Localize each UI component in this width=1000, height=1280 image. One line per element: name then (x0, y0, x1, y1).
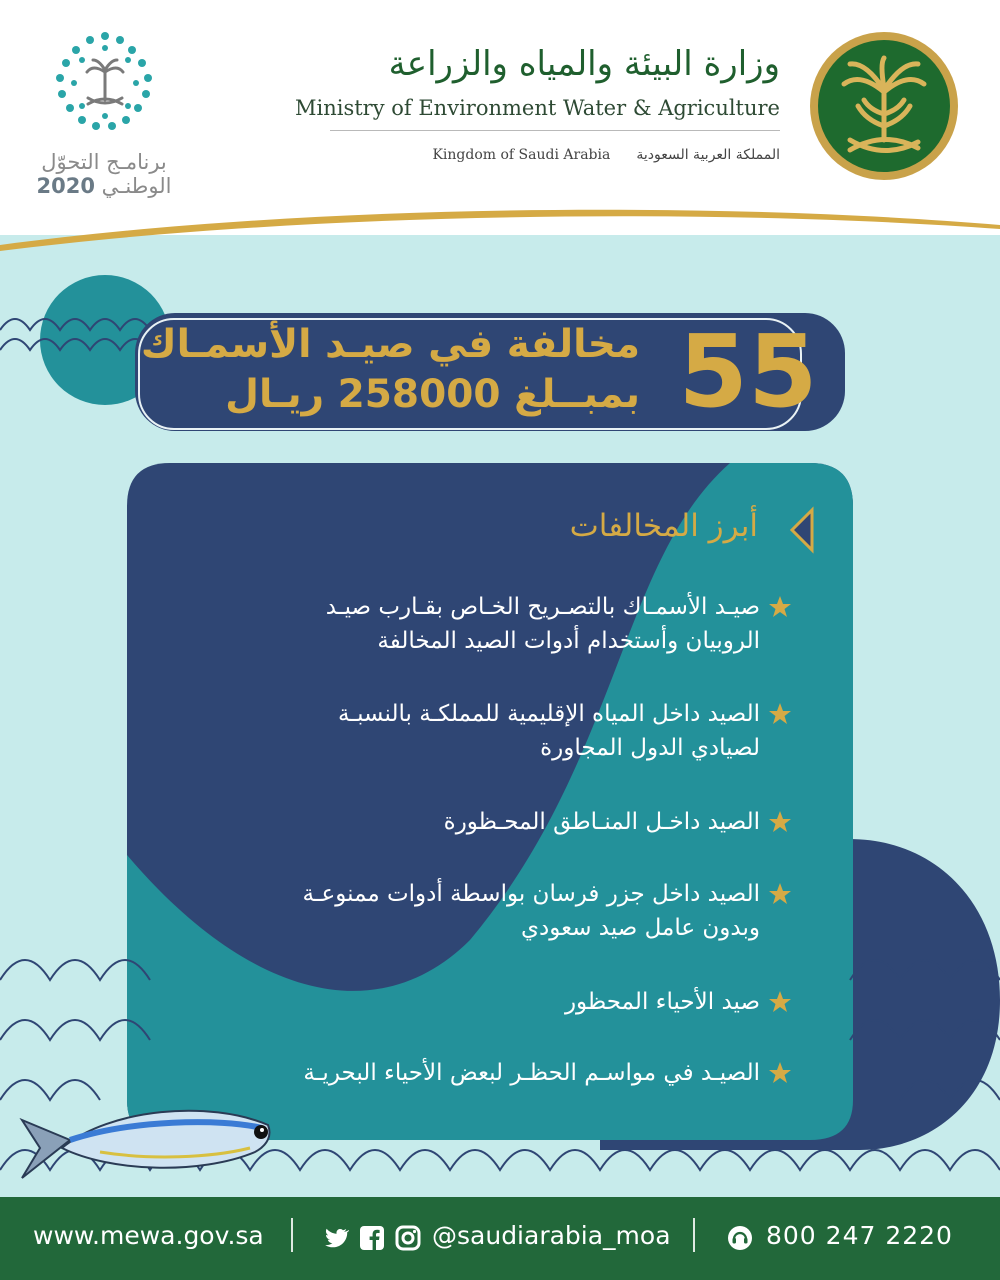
star-bullet-icon (768, 595, 792, 619)
ministry-name-ar: وزارة البيئة والمياه والزراعة (388, 44, 780, 84)
violation-item-5 (160, 985, 760, 1019)
footer-divider (693, 1218, 695, 1252)
ministry-name-en: Ministry of Environment Water & Agriculture (295, 96, 780, 120)
star-bullet-icon (768, 882, 792, 906)
fish-icon (22, 1111, 269, 1178)
violation-item-1-line2: الروبيان وأستخدام أدوات الصيد المخالفة (377, 628, 760, 654)
social-handle-link[interactable]: @saudiarabia_moa (432, 1221, 671, 1250)
violations-count: 55 (678, 313, 818, 430)
currency: ريـال (225, 372, 325, 417)
facebook-icon[interactable] (359, 1225, 385, 1251)
phone-headset-icon (727, 1225, 753, 1251)
star-bullet-icon (768, 702, 792, 726)
vision-line2: الوطنـي (101, 174, 172, 198)
ministry-emblem-icon (808, 30, 960, 182)
violation-item-2-line2: لصيادي الدول المجاورة (540, 735, 760, 761)
vision-year: 2020 (36, 174, 95, 198)
violation-item-4-line2: وبدون عامل صيد سعودي (520, 915, 760, 941)
violation-item-6-line1: الصيـد في مواسـم الحظـر لبعض الأحياء البحريـة (303, 1060, 760, 1086)
kingdom-row (330, 144, 780, 166)
violation-item-5-line1: صيد الأحياء المحظور (564, 989, 760, 1015)
vision-line1: برنامـج التحوّل (41, 150, 167, 174)
twitter-icon[interactable] (323, 1225, 349, 1251)
fine-amount: 258000 (337, 372, 501, 417)
violation-item-4-line1: الصيد داخل جزر فرسان بواسطة أدوات ممنوعـة (302, 881, 760, 907)
violation-item-2 (160, 697, 760, 765)
website-link[interactable]: www.mewa.gov.sa (33, 1221, 264, 1250)
star-bullet-icon (768, 990, 792, 1014)
violation-item-1 (160, 590, 760, 658)
violation-item-3-line1: الصيد داخـل المنـاطق المحـظورة (443, 809, 760, 835)
header-divider (330, 130, 780, 131)
violation-item-2-line1: الصيد داخل المياه الإقليمية للمملكـة بالنسبـة (338, 701, 760, 727)
star-bullet-icon (768, 1061, 792, 1085)
star-bullet-icon (768, 810, 792, 834)
vision-2020-text (20, 150, 188, 198)
footer-divider (291, 1218, 293, 1252)
vision-line2-wrap (20, 174, 188, 198)
amount-prefix: بمبــلغ (514, 372, 640, 417)
headline-line2 (225, 372, 640, 417)
vision-logo-icon (50, 28, 160, 138)
violation-item-3 (160, 805, 760, 839)
violation-item-4 (160, 877, 760, 945)
phone-number-link[interactable]: 800 247 2220 (766, 1221, 953, 1250)
violation-item-6 (160, 1056, 760, 1090)
kingdom-ar: المملكة العربية السعودية (636, 147, 780, 163)
violation-item-1-line1: صيـد الأسمـاك بالتصـريح الخـاص بقـارب صيـد (325, 594, 760, 620)
gold-arc (0, 205, 1000, 265)
instagram-icon[interactable] (395, 1225, 421, 1251)
headline-line1: مخالفة في صيـد الأسمـاك (140, 322, 640, 367)
chevron-left-icon (786, 506, 818, 554)
kingdom-en: Kingdom of Saudi Arabia (432, 147, 611, 163)
violations-title: أبرز المخالفات (569, 508, 758, 544)
